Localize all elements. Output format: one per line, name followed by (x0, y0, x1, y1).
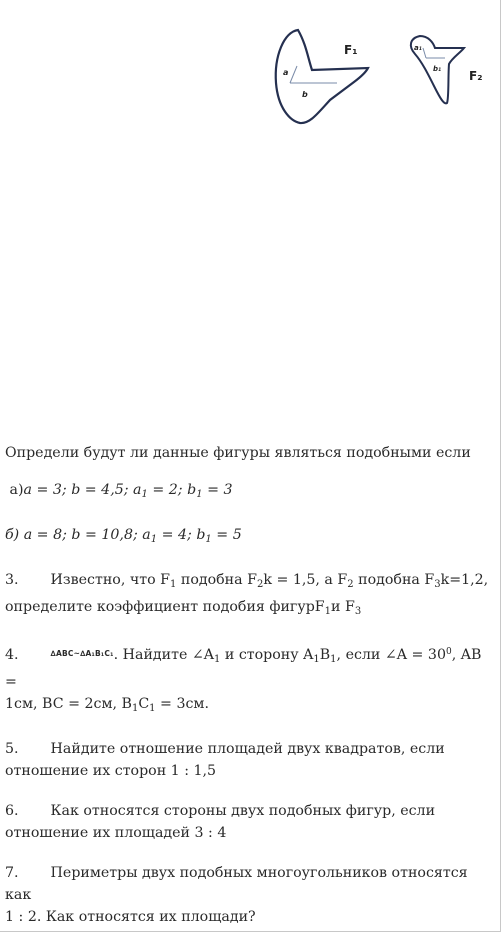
question-3: 3. Известно, что $F_1$ подобна $F_2k = 1,5$, а $F_2$ подобна $F_3k=1,2$, определите коэффициент подобия фигурF$_1$и $F_3$ (5, 572, 489, 617)
question-4: 4. $^{\Delta ABC\sim\Delta A_1B_1C_1}$. Найдите $\angle A_1$ и сторону $A_1B_1$, если ∠A = $30^0$, AB = 1см, BC = 2см, $B_1C_1 = 3см$. (5, 647, 482, 714)
figure-f2-label-b: b₁ (433, 65, 442, 73)
figure-f2-label-a: a₁ (414, 44, 422, 52)
figures-drawing (270, 28, 495, 128)
task-intro: Определи будут ли данные фигуры являться подобными если (5, 445, 471, 461)
figure-f2-title: F₂ (469, 69, 483, 83)
triangle-similarity-notation: ∆ABC~∆A₁B₁C₁ (50, 649, 114, 658)
question-6: 6. Как относятся стороны двух подобных фигур, если отношение их площадей 3 : 4 (5, 803, 436, 841)
figure-f1-label-a: a (283, 68, 289, 77)
case-a: а)a = 3; b = 4,5; $a_1 = 2$; $b_1 = 3$ (9, 482, 233, 500)
figure-f1-title: F₁ (344, 43, 358, 57)
case-b: б) a = 8; b = 10,8; $a_1 = 4$; $b_1 = 5$ (5, 527, 242, 545)
figure-f1-label-b: b (302, 90, 308, 99)
question-5: 5. Найдите отношение площадей двух квадратов, если отношение их сторон 1 : 1,5 (5, 741, 445, 779)
question-7: 7. Периметры двух подобных многоугольников относятся как 1 : 2. Как относятся их площади? (5, 865, 468, 925)
task-text (5, 442, 493, 928)
